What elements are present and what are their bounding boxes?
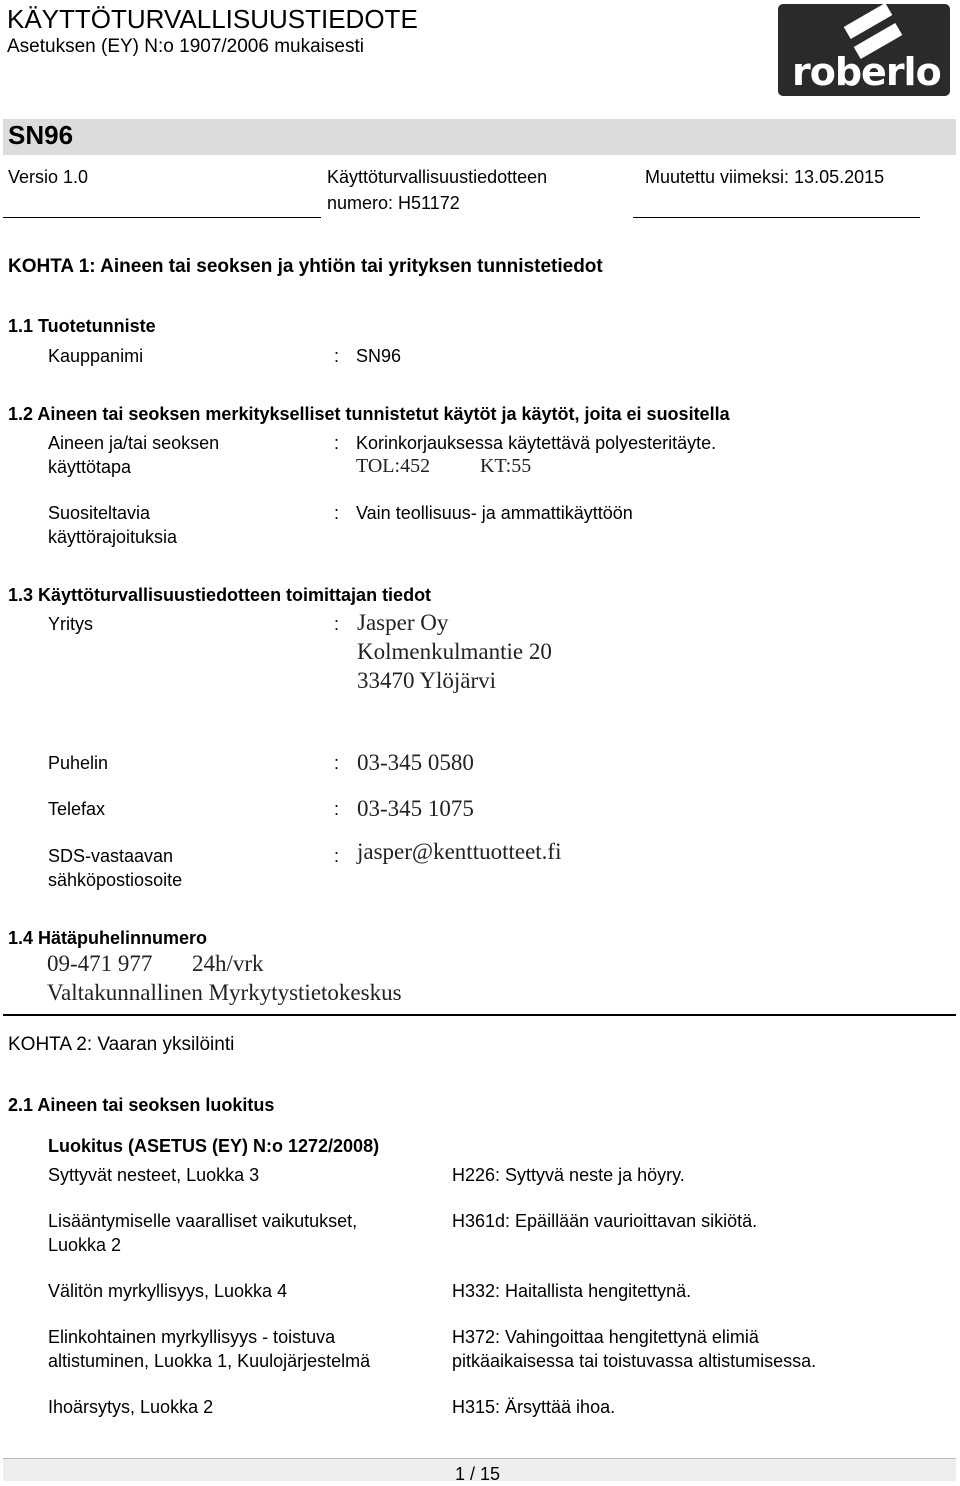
section-2-rule (3, 1014, 956, 1016)
classification-1: Syttyvät nesteet, Luokka 3 (48, 1165, 260, 1185)
product-code: SN96 (8, 120, 74, 150)
company-name: Jasper Oy (357, 610, 449, 635)
revision-date: Muutettu viimeksi: 13.05.2015 (645, 167, 885, 187)
trade-name-label: Kauppanimi (48, 346, 144, 366)
version: Versio 1.0 (8, 167, 89, 187)
company-street: Kolmenkulmantie 20 (357, 639, 552, 664)
use-code-kt: KT:55 (480, 455, 532, 477)
fax-label: Telefax (48, 799, 106, 819)
classification-regulation: Luokitus (ASETUS (EY) N:o 1272/2008) (48, 1136, 380, 1156)
subsection-1-4-heading: 1.4 Hätäpuhelinnumero (8, 928, 208, 948)
phone-label: Puhelin (48, 753, 109, 773)
hazard-statement-5: H315: Ärsyttää ihoa. (452, 1397, 616, 1417)
email-value[interactable]: jasper@kenttuotteet.fi (357, 839, 562, 864)
page-number: 1 / 15 (455, 1464, 501, 1484)
subsection-1-1-heading: 1.1 Tuotetunniste (8, 316, 156, 336)
email-label-line-1: SDS-vastaavan (48, 846, 174, 866)
classification-4-line-2: altistuminen, Luokka 1, Kuulojärjestelmä (48, 1351, 371, 1371)
subsection-1-2-heading: 1.2 Aineen tai seoksen merkitykselliset tunnistetut käytöt ja käytöt, joita ei suositella (8, 404, 730, 424)
colon: : (334, 753, 340, 773)
subsection-2-1-heading: 2.1 Aineen tai seoksen luokitus (8, 1095, 275, 1115)
product-code-bar (3, 119, 956, 155)
restriction-label-line-1: Suositeltavia (48, 503, 151, 523)
subsection-1-3-heading: 1.3 Käyttöturvallisuustiedotteen toimittajan tiedot (8, 585, 432, 605)
colon: : (334, 433, 340, 453)
logo-wordmark: roberlo (792, 50, 941, 94)
classification-2-line-1: Lisääntymiselle vaaralliset vaikutukset, (48, 1211, 358, 1231)
emergency-hours: 24h/vrk (192, 951, 264, 976)
trade-name-value: SN96 (356, 346, 402, 366)
document-subtitle: Asetuksen (EY) N:o 1907/2006 mukaisesti (7, 36, 364, 57)
hazard-statement-4-line-2: pitkäaikaisessa tai toistuvassa altistumisessa. (452, 1351, 817, 1371)
classification-3: Välitön myrkyllisyys, Luokka 4 (48, 1281, 288, 1301)
hazard-statement-1: H226: Syttyvä neste ja höyry. (452, 1165, 685, 1185)
colon: : (334, 346, 340, 366)
classification-2-line-2: Luokka 2 (48, 1235, 122, 1255)
email-label-line-2: sähköpostiosoite (48, 870, 183, 890)
section-1-heading: KOHTA 1: Aineen tai seoksen ja yhtiön tai yrityksen tunnistetiedot (8, 256, 603, 277)
phone-value: 03-345 0580 (357, 750, 474, 775)
section-2-heading: KOHTA 2: Vaaran yksilöinti (8, 1034, 235, 1055)
fax-value: 03-345 1075 (357, 796, 474, 821)
colon: : (334, 614, 340, 634)
use-label-line-1: Aineen ja/tai seoksen (48, 433, 220, 453)
sds-number-line-1: Käyttöturvallisuustiedotteen (327, 167, 548, 187)
emergency-center: Valtakunnallinen Myrkytystietokeskus (47, 980, 402, 1005)
company-label: Yritys (48, 614, 93, 634)
hazard-statement-3: H332: Haitallista hengitettynä. (452, 1281, 692, 1301)
document-title: KÄYTTÖTURVALLISUUSTIEDOTE (7, 4, 418, 34)
use-label-line-2: käyttötapa (48, 457, 132, 477)
sds-number-line-2: numero: H51172 (327, 193, 460, 213)
restriction-label-line-2: käyttörajoituksia (48, 527, 178, 547)
classification-4-line-1: Elinkohtainen myrkyllisyys - toistuva (48, 1327, 336, 1347)
emergency-number: 09-471 977 (47, 951, 153, 976)
colon: : (334, 503, 340, 523)
hazard-statement-2: H361d: Epäillään vaurioittavan sikiötä. (452, 1211, 758, 1231)
use-value: Korinkorjauksessa käytettävä polyesteritäyte. (356, 433, 717, 453)
header-rule-right (633, 217, 920, 218)
classification-5: Ihoärsytys, Luokka 2 (48, 1397, 214, 1417)
restriction-value: Vain teollisuus- ja ammattikäyttöön (356, 503, 633, 523)
roberlo-logo (778, 4, 950, 96)
colon: : (334, 799, 340, 819)
use-code-tol: TOL:452 (356, 455, 431, 477)
colon: : (334, 846, 340, 866)
company-city: 33470 Ylöjärvi (357, 668, 497, 693)
hazard-statement-4-line-1: H372: Vahingoittaa hengitettynä elimiä (452, 1327, 759, 1347)
header-rule-left (3, 217, 321, 218)
